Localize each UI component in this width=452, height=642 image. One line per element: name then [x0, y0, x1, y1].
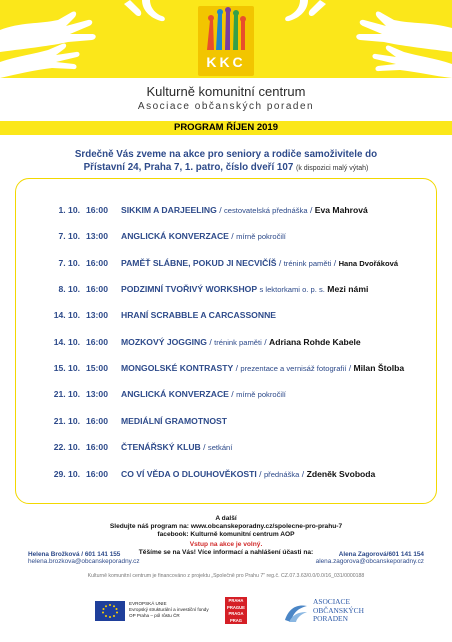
aop-logo-icon [283, 600, 309, 624]
event-title: CO VÍ VĚDA O DLOUHOVĚKOSTI [121, 468, 257, 479]
event-detail: trénink paměti [283, 258, 332, 268]
event-row [0, 257, 452, 270]
event-detail: setkání [207, 443, 233, 453]
more-info-line-4: Těšíme se na Vás! Více informací a nahlášení účasti na: [138, 549, 314, 556]
event-date: 22. 10. [53, 442, 80, 453]
event-row [0, 441, 452, 454]
event-row [0, 468, 452, 481]
event-speaker: Milan Štolba [353, 363, 405, 374]
header-band [0, 0, 452, 78]
separator: / [228, 231, 237, 242]
event-date: 15. 10. [53, 363, 80, 374]
event-date: 1. 10. [58, 205, 80, 215]
event-description [121, 283, 368, 296]
praha-logo: PRAHA PRAGUE PRAGA PRAG [225, 597, 247, 624]
event-date: 8. 10. [58, 284, 80, 295]
more-info-line-1: A další [215, 515, 237, 522]
event-time: 15:00 [86, 363, 108, 374]
eu-flag-icon [95, 601, 125, 621]
event-time: 16:00 [86, 257, 108, 268]
event-description [121, 336, 361, 349]
event-speaker: Eva Mahrová [314, 205, 368, 215]
contact-email[interactable]: alena.zagorova@obcanskeporadny.cz [315, 558, 424, 565]
event-time: 16:00 [86, 284, 108, 295]
event-time: 13:00 [86, 310, 108, 321]
more-info-line-3: facebook: Kulturně komunitní centrum AOP [157, 531, 295, 538]
org-subtitle: Asociace občanských poraden [137, 101, 315, 112]
event-detail: s lektorkami o. p. s. [259, 285, 325, 295]
event-time: 16:00 [86, 415, 108, 426]
separator: / [261, 336, 269, 347]
event-speaker: Hana Dvořáková [338, 258, 399, 268]
event-time: 16:00 [86, 336, 108, 347]
event-row [0, 204, 452, 217]
event-detail: mírně pokročilí [236, 232, 286, 242]
contact-name: Alena Zagorová/601 141 154 [338, 551, 424, 558]
event-detail: trénink paměti [214, 337, 262, 347]
invite-line-2 [0, 162, 452, 173]
event-time: 13:00 [86, 389, 108, 400]
logo-text: KKC [206, 54, 246, 70]
more-info-line-2[interactable]: Sledujte náš program na: www.obcanskeporadny.cz/spolecne-pro-prahu-7 [109, 523, 343, 530]
org-name: Kulturně komunitní centrum [146, 84, 306, 99]
event-speaker: Mezi námi [327, 284, 369, 295]
event-description [121, 415, 227, 428]
separator: / [307, 205, 315, 215]
event-title: PODZIMNÍ TVOŘIVÝ WORKSHOP [121, 284, 258, 295]
event-speaker: Adriana Rohde Kabele [269, 336, 361, 347]
separator: / [331, 257, 339, 268]
event-date: 29. 10. [53, 468, 80, 479]
event-description [121, 362, 404, 375]
separator: / [228, 389, 237, 400]
separator: / [233, 363, 241, 374]
event-time: 16:00 [86, 468, 108, 479]
eu-logo-text: EVROPSKÁ UNIE Evropský strukturální a investiční fondy OP Praha – pól růstu ČR [129, 601, 209, 618]
event-time: 13:00 [86, 231, 108, 242]
event-row [0, 362, 452, 375]
invite-address: Přístavní 24, Praha 7, 1. patro, číslo dveří 107 [83, 162, 294, 173]
separator: / [299, 468, 307, 479]
event-date: 14. 10. [53, 336, 80, 347]
contact-name: Helena Brožková / 601 141 155 [28, 551, 121, 558]
separator: / [216, 205, 224, 215]
event-title: ČTENÁŘSKÝ KLUB [121, 442, 201, 453]
event-date: 14. 10. [53, 310, 80, 321]
event-detail: cestovatelská přednáška [223, 206, 308, 215]
separator: / [200, 442, 208, 453]
event-title: HRANÍ SCRABBLE A CARCASSONNE [121, 310, 277, 321]
event-description [121, 204, 368, 217]
event-speaker: Zdeněk Svoboda [306, 468, 376, 479]
raised-hands-icon [198, 6, 254, 54]
event-date: 21. 10. [53, 389, 80, 400]
event-title: PAMĚŤ SLÁBNE, POKUD JI NECVIČÍŠ [121, 257, 277, 268]
event-title: MEDIÁLNÍ GRAMOTNOST [121, 415, 227, 426]
separator: / [276, 257, 284, 268]
invite-line-1: Srdečně Vás zveme na akce pro seniory a rodiče samoživitele do [74, 149, 378, 160]
aop-logo-text: ASOCIACE OBČANSKÝCH PORADEN [313, 597, 364, 624]
event-description [121, 309, 276, 322]
event-title: ANGLICKÁ KONVERZACE [121, 231, 229, 242]
event-row [0, 309, 452, 322]
kkc-logo [198, 6, 254, 76]
event-date: 7. 10. [58, 231, 80, 242]
finance-note: Kulturně komunitní centrum je financováno z projektu „Společně pro Prahu 7" reg.č. CZ.07.3.63/0.0/0.0/16_031/0000188 [87, 573, 365, 579]
event-title: SIKKIM A DARJEELING [121, 205, 217, 215]
event-date: 21. 10. [53, 415, 80, 426]
event-detail: mírně pokročilí [236, 390, 286, 400]
contact-left [28, 551, 140, 565]
event-detail: prezentace a vernisáž fotografií [240, 364, 347, 374]
separator: / [346, 363, 354, 374]
event-description [121, 468, 375, 481]
event-description [121, 257, 398, 270]
event-time: 16:00 [86, 205, 108, 215]
event-description [121, 230, 286, 243]
event-row [0, 336, 452, 349]
separator: / [206, 336, 215, 347]
event-row [0, 388, 452, 401]
event-time: 16:00 [86, 442, 108, 453]
free-entry-notice: Vstup na akce je volný. [189, 541, 263, 548]
event-description [121, 388, 286, 401]
contact-right [316, 551, 424, 565]
event-title: MOZKOVÝ JOGGING [121, 336, 207, 347]
event-row [0, 415, 452, 428]
event-row [0, 283, 452, 296]
event-row [0, 230, 452, 243]
invite-note: (k dispozici malý výtah) [296, 165, 369, 172]
event-description [121, 441, 232, 454]
event-title: MONGOLSKÉ KONTRASTY [121, 363, 234, 374]
event-date: 7. 10. [58, 257, 80, 268]
event-detail: přednáška [263, 469, 300, 479]
program-title: PROGRAM ŘÍJEN 2019 [0, 121, 452, 135]
separator: / [256, 468, 264, 479]
contact-email[interactable]: helena.brozkova@obcanskeporadny.cz [28, 558, 140, 565]
event-title: ANGLICKÁ KONVERZACE [121, 389, 229, 400]
